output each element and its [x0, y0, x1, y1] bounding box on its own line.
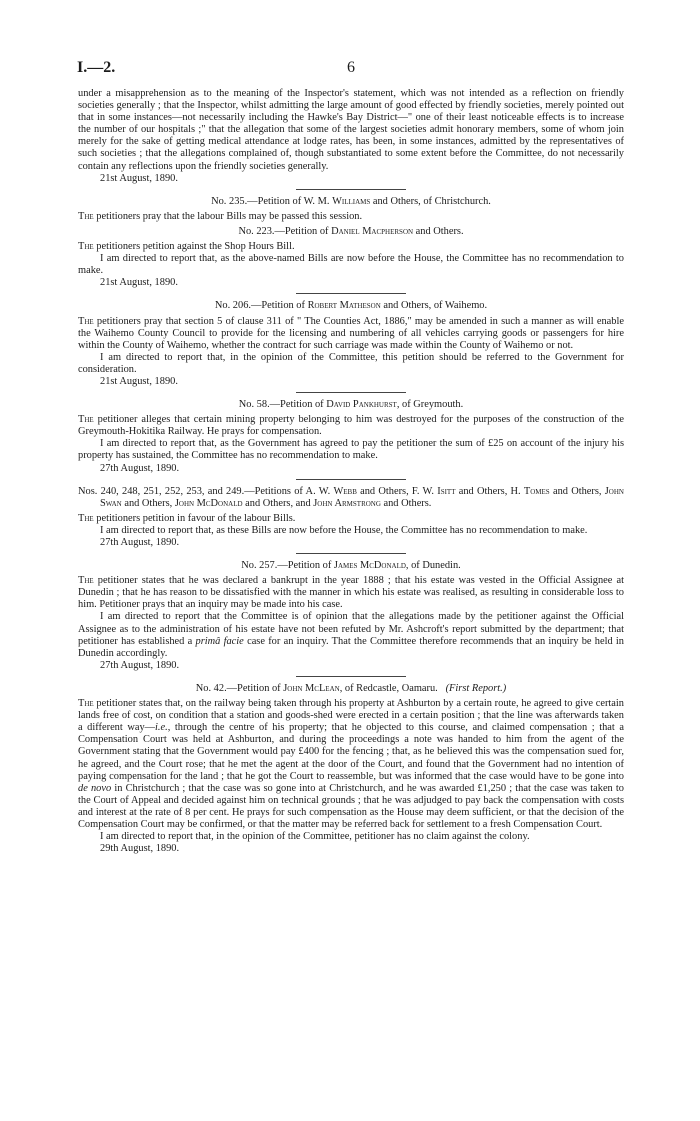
petition-body: The petitioner alleges that certain mining property belonging to him was destroyed for the purposes of the construction of the Greymouth-Hokitika Railway. He prays for compensation.	[78, 414, 624, 438]
petitions-labour-bills	[78, 486, 624, 549]
report-date: 27th August, 1890.	[100, 537, 180, 548]
petition-title: Nos. 240, 248, 251, 252, 253, and 249.—Petitions of A. W. Webb and Others, F. W. Isitt and Others, H. Tomes and Others, John Swan and Others, John McDonald and Others, and John Armstrong and Others.	[78, 485, 624, 509]
petition-body: The petitioners pray that section 5 of clause 311 of " The Counties Act, 1886," may be amended in such a manner as will enable the Waihemo County Council to provide for the licensing and numbering of all vehicles carrying goods or passengers for hire within the County of Waihemo, whether the contract for such carriage was made within the County of Waihemo or not.	[78, 315, 624, 351]
section-divider	[296, 392, 406, 393]
section-divider	[296, 553, 406, 554]
page-number: 6	[347, 59, 355, 76]
petition-title: No. 206.—Petition of Robert Matheson and Others, of Waihemo.	[214, 300, 488, 312]
report-date: 21st August, 1890.	[100, 375, 178, 387]
petition-title: No. 235.—Petition of W. M. Williams and Others, of Christchurch.	[211, 195, 491, 207]
committee-report: I am directed to report that, as the Government has agreed to pay the petitioner the sum of £25 on account of the injury his property has sustained, the Committee has no recommendation to make.	[78, 438, 624, 462]
petition-body: The petitioner states that he was declared a bankrupt in the year 1888 ; that his estate was vested in the Official Assignee at Dunedin ; that he has reason to be dissatisfied with the manner in which his estate was realised, as resulting in considerable loss to him. Petitioner prays that an inquiry may be made into his case.	[78, 575, 624, 611]
report-date: 29th August, 1890.	[100, 843, 180, 855]
page-header	[77, 59, 624, 88]
committee-report: I am directed to report that, in the opinion of the Committee, this petition should be referred to the Government for consideration.	[78, 351, 624, 375]
document-reference: I.—2.	[77, 59, 116, 76]
petition-body: The petitioners pray that the labour Bills may be passed this session.	[78, 210, 363, 222]
committee-report: I am directed to report that, in the opinion of the Committee, petitioner has no claim against the colony.	[100, 831, 530, 843]
report-date: 27th August, 1890.	[100, 462, 180, 474]
intro-date: 21st August, 1890.	[100, 172, 178, 184]
intro-paragraph: under a misapprehension as to the meaning of the Inspector's statement, which was not intended as a reflection on friendly societies generally ; that the Inspector, whilst admitting the large amount of good effected by friendly societies, merely pointed out that in some instances—not necessarily including the Hawke's Bay District—" one of their least noticeable effects is to increase the number of our hospitals ;" that the allegation that some of the largest societies admit honorary members, some of whom join merely for the sake of getting medical attendance at lodge rates, has been, in some instances, admitted by the representatives of such societies ; that the allegations complained of, though substantiated to some extent before the Committee, do not necessarily contain any reflections upon the friendly societies generally.	[78, 88, 624, 172]
petition-title: No. 257.—Petition of James McDonald, of Dunedin.	[241, 560, 461, 572]
section-divider	[296, 189, 406, 190]
petition-58	[78, 399, 624, 475]
section-divider	[296, 676, 406, 677]
petition-42	[78, 683, 624, 855]
petition-title: No. 223.—Petition of Daniel Macpherson and Others.	[238, 225, 464, 237]
petition-body: The petitioner states that, on the railway being taken through his property at Ashburton by a certain route, he agreed to give certain lands free of cost, on condition that a station and goods-shed were erected in a certain position ; that the line was afterwards taken a different way—i.e., through the centre of his property; that he objected to this course, and claimed compensation ; that a Compensation Court was held at Ashburton, and during the proceedings a note was handed to him from the agent of the Government stating that the Government would pay £400 for the fencing ; that, as he believed this was the compensation sued for, he agreed, and the Court rose; that he met the agent at the door of the Court, and found that the Government had no intention of paying compensation for the land ; that he got the Court to reassemble, but was informed that the case would have to be gone into de novo in Christchurch ; that the case was so gone into at Christchurch, and he was awarded £1,250 ; that the case was taken to the Court of Appeal and decided against him on technical grounds ; that he was adjudged to pay back the compensation with costs and interest at the rate of 8 per cent. He prays for such compensation as the House may deem sufficient, or that the decision of the Compensation Court may be confirmed, or that the matter may be referred back for settlement to a fresh Compensation Court.	[78, 698, 624, 830]
petition-body: The petitioners petition against the Shop Hours Bill.	[78, 241, 295, 253]
committee-report: I am directed to report that the Committee is of opinion that the allegations made by the petitioner against the Official Assignee as to the administration of his estate have not been refuted by Mr. Ashcroft's report submitted by the department; that petitioner has established a primâ facie case for an inquiry. That the Committee therefore recommends that an inquiry be held in Dunedin accordingly.	[78, 611, 624, 659]
section-divider	[296, 293, 406, 294]
committee-report: I am directed to report that, as the above-named Bills are now before the House, the Committee has no recommendation to make.	[78, 253, 624, 277]
petition-206	[78, 300, 624, 388]
petition-257	[78, 560, 624, 672]
petition-title: No. 42.—Petition of John McLean, of Redcastle, Oamaru. (First Report.)	[195, 682, 507, 694]
section-divider	[296, 479, 406, 480]
petition-223	[78, 226, 624, 289]
petition-title: No. 58.—Petition of David Pankhurst, of Greymouth.	[238, 399, 464, 411]
petition-235	[78, 196, 624, 223]
report-date: 21st August, 1890.	[100, 277, 178, 289]
report-date: 27th August, 1890.	[100, 659, 180, 671]
petition-body: The petitioners petition in favour of the labour Bills.	[78, 512, 296, 524]
committee-report: I am directed to report that, as these Bills are now before the House, the Committee has no recommendation to make.	[100, 524, 588, 536]
